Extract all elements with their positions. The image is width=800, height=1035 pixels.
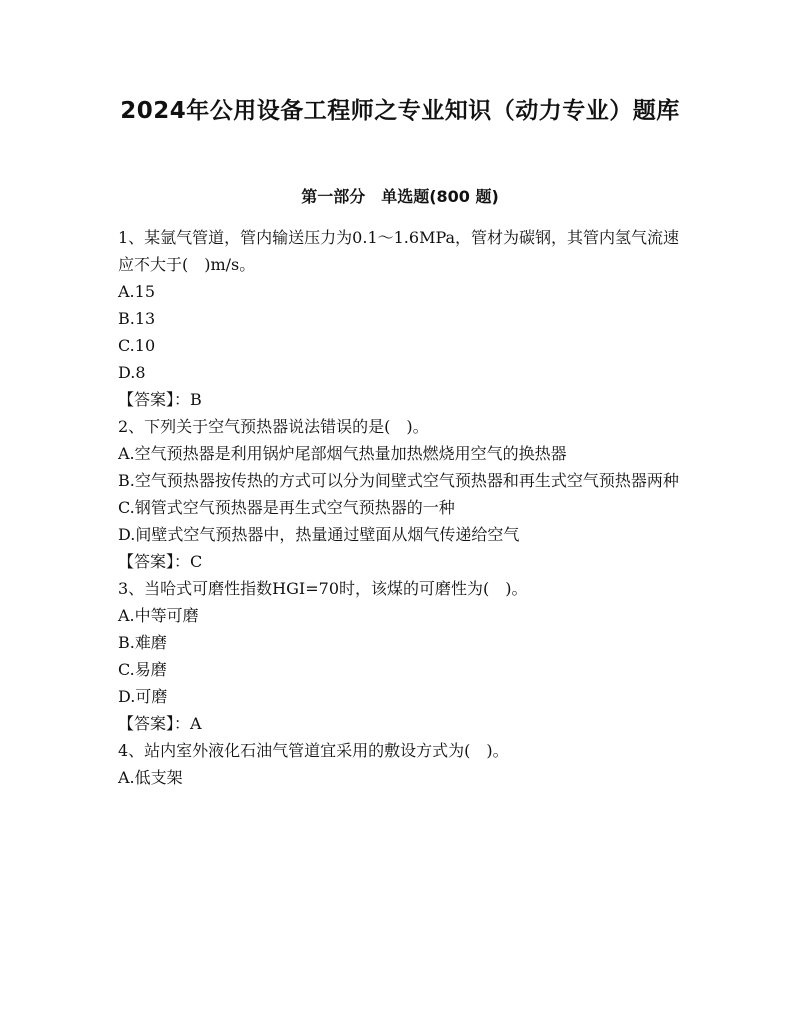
option-d: D.8 bbox=[118, 363, 146, 382]
question-4 bbox=[118, 737, 683, 791]
question-text: 3、当哈式可磨性指数HGI=70时，该煤的可磨性为( )。 bbox=[118, 579, 528, 598]
question-text: 2、下列关于空气预热器说法错误的是( )。 bbox=[118, 417, 429, 436]
option-d: D.间壁式空气预热器中，热量通过壁面从烟气传递给空气 bbox=[118, 525, 520, 544]
option-c: C.易磨 bbox=[118, 660, 167, 679]
answer-label: 【答案】：B bbox=[118, 390, 202, 409]
document-title: 2024年公用设备工程师之专业知识（动力专业）题库 bbox=[120, 98, 680, 124]
option-c: C.钢管式空气预热器是再生式空气预热器的一种 bbox=[118, 498, 455, 517]
option-b: B.难磨 bbox=[118, 633, 167, 652]
option-d: D.可磨 bbox=[118, 687, 168, 706]
option-a: A.15 bbox=[118, 282, 155, 301]
option-a: A.中等可磨 bbox=[118, 606, 199, 625]
question-text: 1、某氩气管道，管内输送压力为0.1～1.6MPa，管材为碳钢，其管内氢气流速应不大于( )m/s。 bbox=[118, 228, 680, 274]
question-text: 4、站内室外液化石油气管道宜采用的敷设方式为( )。 bbox=[118, 741, 509, 760]
answer-label: 【答案】：C bbox=[118, 552, 203, 571]
question-2 bbox=[118, 413, 683, 575]
answer-label: 【答案】：A bbox=[118, 714, 202, 733]
option-c: C.10 bbox=[118, 336, 156, 355]
option-b: B.空气预热器按传热的方式可以分为间壁式空气预热器和再生式空气预热器两种 bbox=[118, 471, 679, 490]
section-heading: 第一部分 单选题(800 题) bbox=[301, 187, 499, 206]
option-a: A.空气预热器是利用锅炉尾部烟气热量加热燃烧用空气的换热器 bbox=[118, 444, 567, 463]
question-list bbox=[118, 224, 683, 791]
question-1 bbox=[118, 224, 683, 413]
question-3 bbox=[118, 575, 683, 737]
option-b: B.13 bbox=[118, 309, 156, 328]
option-a: A.低支架 bbox=[118, 768, 183, 787]
